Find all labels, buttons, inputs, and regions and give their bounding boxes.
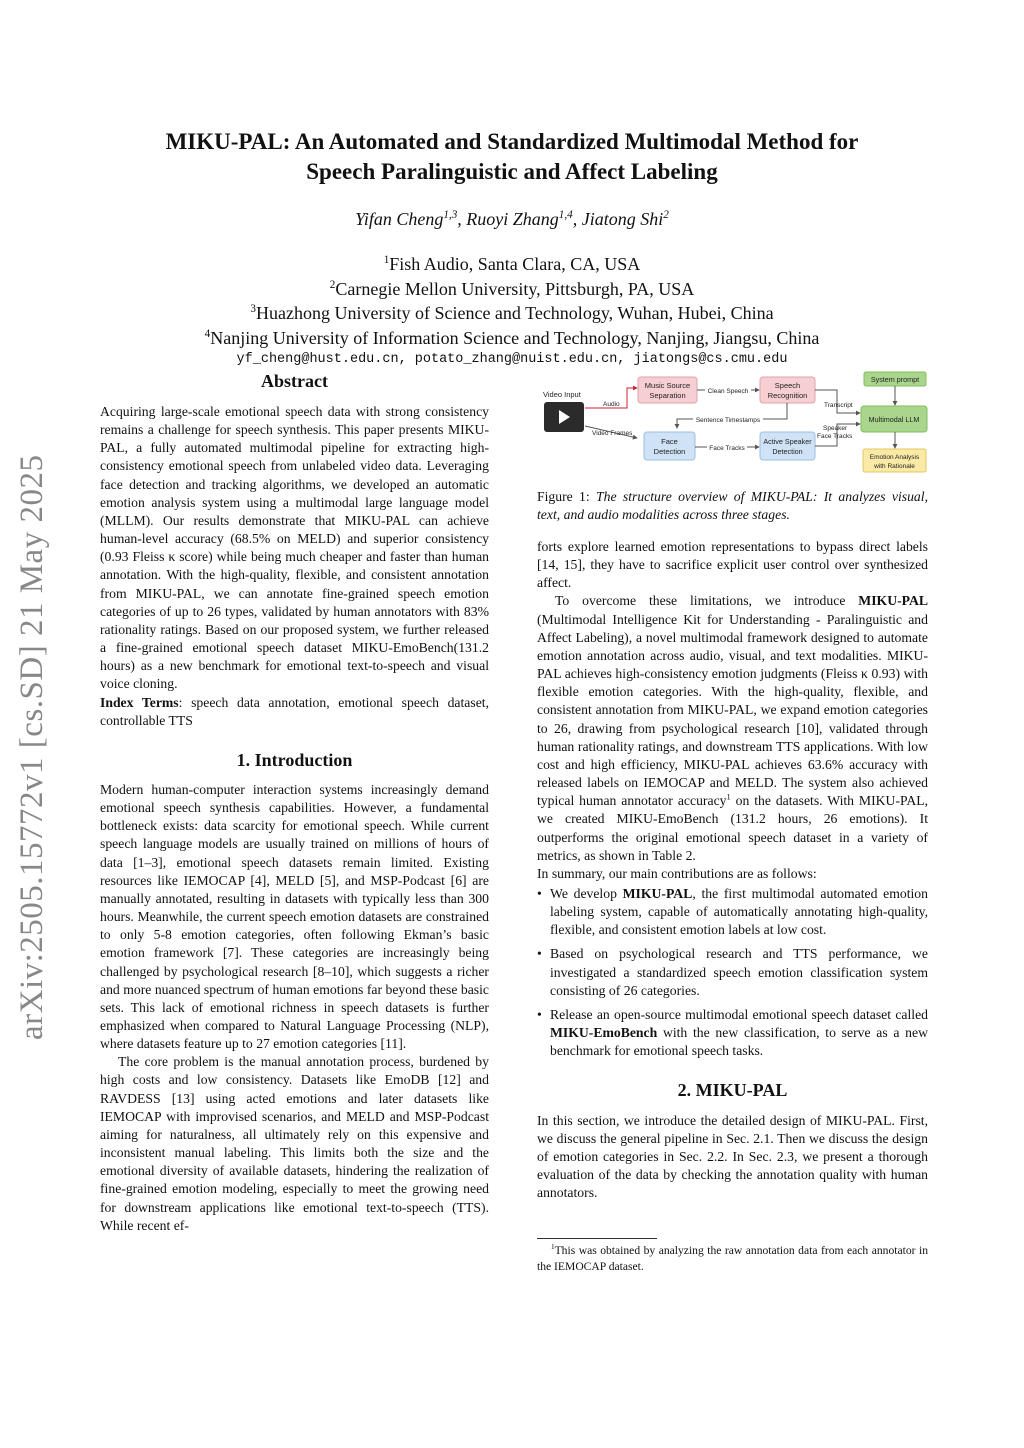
right-column [537,538,928,1202]
footnote-rule [537,1238,657,1239]
face-tracks-label: Face Tracks [709,445,745,452]
footnote-marker: 1 [726,791,731,802]
caption-text: The structure overview of MIKU-PAL: It analyzes visual, text, and audio modalities across three stages. [537,489,928,523]
affiliation: $^4$Nanjing University of Information Science and Technology, Nanjing, Jiangsu, China [204,327,820,348]
mllm-label: Multimodal LLM [868,415,920,424]
affiliation: $^2$Carnegie Mellon University, Pittsburgh, PA, USA [329,278,695,299]
section-heading-introduction: 1. Introduction [236,749,353,770]
affiliations [60,252,964,350]
author-name: Ruoyi Zhang [466,209,559,229]
footnote-sup: 1 [551,1243,555,1252]
audio-label: Audio [603,401,620,408]
author-list: Yifan Cheng$^{1,3}$, Ruoyi Zhang$^{1,4}$, Jiatong Shi$^2$ [355,209,669,229]
footnote-text: This was obtained by analyzing the raw annotation data from each annotator in the IEMOCAP dataset. [537,1244,928,1273]
emotion-output-line1: Emotion Analysis [869,454,920,461]
list-item: • Release an open-source multimodal emotional speech dataset called MIKU-EmoBench with the new classification, to serve as a new benchmark for emotional speech tasks. [537,1006,928,1060]
transcript-label: Transcript [824,402,853,409]
music-separation-line2: Separation [649,391,686,400]
index-terms-text: : speech data annotation, emotional speech dataset, controllable TTS [100,694,489,728]
clean-speech-label: Clean Speech [707,388,749,395]
section2-paragraph-1: In this section, we introduce the detailed design of MIKU-PAL. First, we discuss the general pipeline in Sec. 2.1. Then we discuss the design of emotion categories in Sec. 2.2. In Sec. 2.3, we present a thorough evaluation of the data by checking the annotation quality with human annotators. [537,1112,928,1201]
author-sup: 1,4 [558,209,573,221]
intro-paragraph-2: The core problem is the manual annotation process, burdened by high costs and low consistency. Datasets like EmoDB [12] and RAVDESS [13] using acted emotions and later datasets like IEMOCAP with improvised scenarios, and MELD and MSP-Podcast aiming for naturalness, all ultimately rely on this expensive and inconsistent manual labeling. This limits both the size and the emotional diversity of available datasets, hindering the realization of fine-grained emotion modeling, especially to meet the growing need for downstream applications like emotional text-to-speech (TTS). While recent ef- [100,1054,489,1233]
speaker-face-line2: Face Tracks [817,433,853,440]
author-emails: yf_cheng@hust.edu.cn, potato_zhang@nuist.edu.cn, jiatongs@cs.cmu.edu [236,352,788,367]
section-heading-miku-pal: 2. MIKU-PAL [677,1080,788,1101]
author-sup: 2 [663,209,669,221]
active-speaker-line2: Detection [772,447,803,456]
index-terms-label: Index Terms [100,694,179,710]
list-item: • Based on psychological research and TTS performance, we investigated a standardized speech emotion classification system consisting of 26 categories. [537,945,928,999]
paper-title [60,127,964,187]
affiliation: $^3$Huazhong University of Science and Technology, Wuhan, Hubei, China [250,303,774,323]
author-name: Jiatong Shi [581,209,664,229]
arxiv-identifier: arXiv:2505.15772v1 [cs.SD] 21 May 2025 [14,454,50,1040]
system-prompt-label: System prompt [870,375,920,384]
author-name: Yifan Cheng [355,209,444,229]
abstract-heading: Abstract [261,371,328,391]
title-line-1: MIKU-PAL: An Automated and Standardized Multimodal Method for [165,129,859,154]
emotion-output-line2: with Rationale [874,463,915,470]
title-line-2: Speech Paralinguistic and Affect Labeling [306,159,718,184]
speech-recognition-line1: Speech [774,381,801,390]
video-frames-label: Video Frames [592,430,633,437]
pipeline-svg [537,368,928,480]
affiliation: $^1$Fish Audio, Santa Clara, CA, USA [383,254,641,274]
miku-pal-bold: MIKU-PAL [858,593,928,609]
video-input-label: Video Input [543,390,581,399]
author-sup: 1,3 [443,209,458,221]
footnote [537,1238,928,1275]
right-paragraph-2: To overcome these limitations, we introduce MIKU-PAL (Multimodal Intelligence Kit for Understanding - Paralinguistic and Affect Labeling), a novel multimodal framework designed to automate emotion annotation across audio, visual, and text modalities. MIKU-PAL achieves high-consistency emotion judgments (Fleiss κ 0.93) with flexible emotion categories. With the high-quality, flexible, and consistent annotation from MIKU-PAL, we expand emotion categories to 26, drawing from psychological research [10], validated through human rationality ratings, and downstream TTS applications. With low cost and high efficiency, MIKU-PAL achieves 63.6% accuracy with released labels on IEMOCAP and MELD. The system also achieved typical human annotator accuracy$^1$ on the datasets. With MIKU-PAL, we created MIKU-EmoBench (131.2 hours, 26 emotions). It outperforms the original emotional speech dataset in a variety of metrics, as shown in Table 2. [537,593,928,863]
figure-1-caption [537,488,928,524]
face-detection-line1: Face [661,437,678,446]
intro-paragraph-1: Modern human-computer interaction systems increasingly demand emotional speech synthesis capabilities. However, a fundamental bottleneck exists: data scarcity for emotional speech. While current speech language models are usually trained on millions of hours of data [1–3], emotional speech datasets remain limited. Existing resources like IEMOCAP [4], MELD [5], and MSP-Podcast [6] are manually annotated, resulting in datasets with typically less than 300 hours. Meanwhile, the current speech emotion datasets are constrained to only 5-8 emotion categories, often following Ekman’s basic emotion framework [7]. These categories are increasingly being challenged by psychological research [8–10], which suggests a richer and more nuanced spectrum of human emotions far beyond these basic sets. This lack of emotional richness in speech datasets is further emphasized when compared to Natural Language Processing (NLP), where datasets feature up to 27 emotion categories [11]. [100,781,489,1052]
list-item: • We develop MIKU-PAL, the first multimodal automated emotion labeling system, capable of automatically annotating high-quality, flexible, and consistent emotion labels at low cost. [537,885,928,939]
active-speaker-line1: Active Speaker [763,437,812,446]
caption-label: Figure 1: [537,489,597,504]
music-separation-line1: Music Source [644,381,691,390]
index-terms [100,694,489,730]
right-paragraph-3: In summary, our main contributions are as follows: [537,865,817,881]
face-detection-line2: Detection [653,447,686,456]
speech-recognition-line2: Recognition [767,391,808,400]
abstract-text: Acquiring large-scale emotional speech data with strong consistency remains a challenge for speech synthesis. This paper presents MIKU-PAL, a fully automated multimodal pipeline for extracting high-consistency emotional speech from unlabeled video data. Leveraging face detection and tracking algorithms, we developed an automatic emotion analysis system using a multimodal large language model (MLLM). Our results demonstrate that MIKU-PAL can achieve human-level accuracy (68.5% on MELD) and superior consistency (0.93 Fleiss κ score) while being much cheaper and faster than human annotation. With the high-quality, flexible, and consistent annotation from MIKU-PAL, we can annotate fine-grained speech emotion categories of up to 26 types, validated by human annotators with 83% rationality ratings. Based on our proposed system, we further released a fine-grained emotional speech dataset MIKU-EmoBench(131.2 hours) as a new benchmark for emotional text-to-speech and visual voice cloning. [100,404,489,692]
contributions-list [537,885,928,1060]
speaker-face-line1: Speaker [823,425,848,432]
figure-1-pipeline-diagram [537,368,928,480]
right-paragraph-1: forts explore learned emotion representations to bypass direct labels [14, 15], they have to sacrifice explicit user control over synthesized affect. [537,539,928,591]
sentence-timestamps-label: Sentence Timestamps [695,417,761,424]
left-column [100,403,489,1235]
